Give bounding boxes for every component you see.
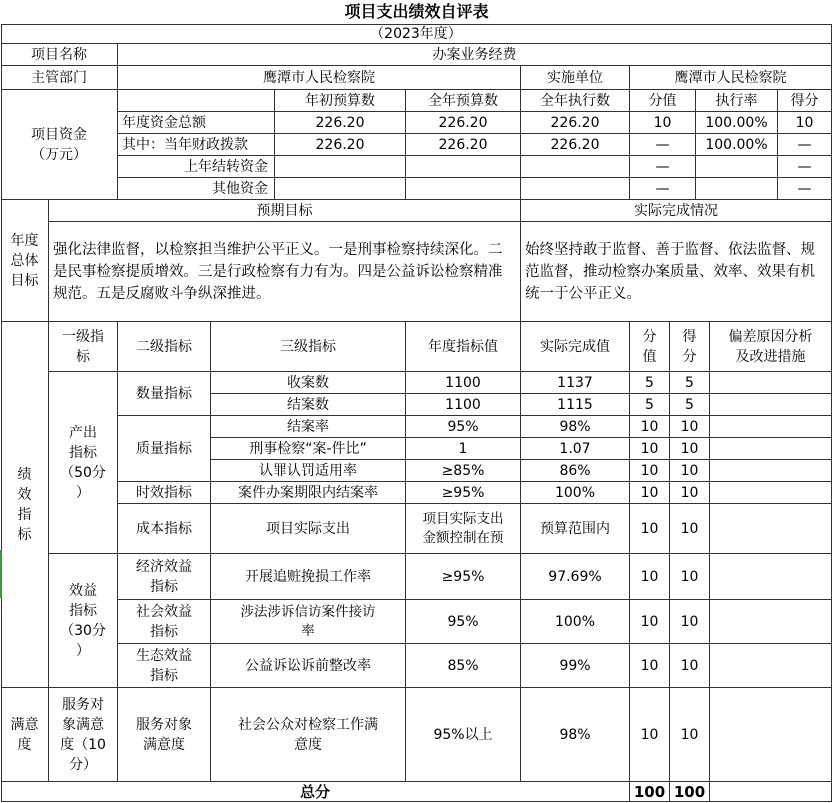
funds-cell: — bbox=[630, 134, 696, 156]
impl-unit-value: 鹰潭市人民检察院 bbox=[630, 66, 832, 90]
funds-header: 得分 bbox=[778, 90, 832, 112]
indicator-score: 5 bbox=[630, 394, 670, 416]
funds-label: 项目资金 （万元） bbox=[1, 90, 118, 200]
indicator-actual: 100% bbox=[521, 482, 630, 504]
indicator-actual: 99% bbox=[521, 644, 630, 688]
funds-cell: 100.00% bbox=[696, 134, 778, 156]
level2-quantity: 数量指标 bbox=[118, 372, 211, 416]
funds-header: 全年执行数 bbox=[521, 90, 630, 112]
indicator-note bbox=[710, 416, 832, 438]
indicator-got: 10 bbox=[670, 460, 710, 482]
indicator-name: 公益诉讼诉前整改率 bbox=[211, 644, 406, 688]
indicator-note bbox=[710, 482, 832, 504]
ind-header: 偏差原因分析 及改进措施 bbox=[710, 322, 832, 372]
ind-header: 得 分 bbox=[670, 322, 710, 372]
table-title: 项目支出绩效自评表 bbox=[344, 2, 489, 21]
indicator-score: 10 bbox=[630, 416, 670, 438]
funds-cell bbox=[275, 156, 406, 178]
funds-row-label: 其中：当年财政拨款 bbox=[118, 134, 275, 156]
level2-economic: 经济效益 指标 bbox=[118, 554, 211, 600]
indicator-actual: 100% bbox=[521, 600, 630, 644]
indicator-target: 95% bbox=[406, 416, 521, 438]
indicator-actual: 98% bbox=[521, 416, 630, 438]
funds-row-label: 其他资金 bbox=[118, 178, 275, 200]
satisfaction-label: 满意 度 bbox=[1, 688, 49, 782]
total-got: 100 bbox=[670, 782, 710, 802]
satisfaction-level2: 服务对象 满意度 bbox=[118, 688, 211, 782]
indicator-name: 结案数 bbox=[211, 394, 406, 416]
funds-header: 全年预算数 bbox=[406, 90, 521, 112]
funds-cell bbox=[406, 178, 521, 200]
funds-header: 年初预算数 bbox=[275, 90, 406, 112]
indicator-score: 10 bbox=[630, 438, 670, 460]
ind-header: 分 值 bbox=[630, 322, 670, 372]
funds-cell: 100.00% bbox=[696, 112, 778, 134]
indicator-got: 10 bbox=[670, 438, 710, 460]
indicator-got: 10 bbox=[670, 416, 710, 438]
funds-cell bbox=[521, 156, 630, 178]
funds-cell: 10 bbox=[630, 112, 696, 134]
satisfaction-score: 10 bbox=[630, 688, 670, 782]
indicator-name: 结案率 bbox=[211, 416, 406, 438]
level1-benefit: 效益 指标 （30分 ） bbox=[49, 554, 118, 688]
indicator-target: 1100 bbox=[406, 394, 521, 416]
indicator-note bbox=[710, 644, 832, 688]
satisfaction-name: 社会公众对检察工作满 意度 bbox=[211, 688, 406, 782]
funds-cell: — bbox=[630, 156, 696, 178]
funds-cell bbox=[406, 156, 521, 178]
indicator-got: 10 bbox=[670, 482, 710, 504]
funds-header: 分值 bbox=[630, 90, 696, 112]
funds-cell: 226.20 bbox=[521, 134, 630, 156]
indicator-name: 项目实际支出 bbox=[211, 504, 406, 554]
satisfaction-note bbox=[710, 688, 832, 782]
indicator-actual: 1115 bbox=[521, 394, 630, 416]
funds-cell: 226.20 bbox=[275, 112, 406, 134]
indicator-got: 10 bbox=[670, 554, 710, 600]
ind-header: 实际完成值 bbox=[521, 322, 630, 372]
indicator-score: 10 bbox=[630, 482, 670, 504]
indicator-got: 10 bbox=[670, 644, 710, 688]
goals-actual-header: 实际完成情况 bbox=[521, 200, 832, 222]
indicator-note bbox=[710, 554, 832, 600]
dept-label: 主管部门 bbox=[1, 66, 118, 90]
goals-actual-text: 始终坚持敢于监督、善于监督、依法监督、规范监督，推动检察办案质量、效率、效果有机统一于公平正义。 bbox=[521, 222, 832, 322]
indicator-note bbox=[710, 600, 832, 644]
indicator-got: 10 bbox=[670, 504, 710, 554]
indicator-name: 案件办案期限内结案率 bbox=[211, 482, 406, 504]
satisfaction-target: 95%以上 bbox=[406, 688, 521, 782]
indicator-score: 10 bbox=[630, 554, 670, 600]
funds-cell: — bbox=[778, 178, 832, 200]
indicator-name: 开展追赃挽损工作率 bbox=[211, 554, 406, 600]
funds-cell: 226.20 bbox=[275, 134, 406, 156]
total-note bbox=[710, 782, 832, 802]
funds-header-blank bbox=[118, 90, 275, 112]
total-score: 100 bbox=[630, 782, 670, 802]
project-name-label: 项目名称 bbox=[1, 44, 118, 66]
indicator-target: ≥95% bbox=[406, 482, 521, 504]
level2-social: 社会效益 指标 bbox=[118, 600, 211, 644]
funds-cell: 226.20 bbox=[521, 112, 630, 134]
indicator-actual: 预算范围内 bbox=[521, 504, 630, 554]
indicator-name: 收案数 bbox=[211, 372, 406, 394]
satisfaction-level1: 服务对 象满意 度（10 分） bbox=[49, 688, 118, 782]
goals-label: 年度 总体 目标 bbox=[1, 200, 49, 322]
indicator-actual: 97.69% bbox=[521, 554, 630, 600]
indicator-target: 1 bbox=[406, 438, 521, 460]
impl-unit-label: 实施单位 bbox=[521, 66, 630, 90]
level1-output: 产出 指标 （50分 ） bbox=[49, 372, 118, 554]
level2-quality: 质量指标 bbox=[118, 416, 211, 482]
year-label: （2023年度） bbox=[1, 24, 832, 44]
funds-cell: — bbox=[630, 178, 696, 200]
indicator-score: 10 bbox=[630, 460, 670, 482]
funds-cell: — bbox=[778, 134, 832, 156]
indicator-target: ≥95% bbox=[406, 554, 521, 600]
indicator-target: 项目实际支出 金额控制在预 bbox=[406, 504, 521, 554]
funds-cell bbox=[696, 156, 778, 178]
funds-cell: 10 bbox=[778, 112, 832, 134]
indicator-actual: 1.07 bbox=[521, 438, 630, 460]
indicator-got: 5 bbox=[670, 394, 710, 416]
goals-expected-text: 强化法律监督，以检察担当维护公平正义。一是刑事检察持续深化。二是民事检察提质增效。三是行政检察有力有为。四是公益诉讼检察精准规范。五是反腐败斗争纵深推进。 bbox=[49, 222, 521, 322]
level2-cost: 成本指标 bbox=[118, 504, 211, 554]
goals-expected-header: 预期目标 bbox=[49, 200, 521, 222]
indicator-score: 5 bbox=[630, 372, 670, 394]
dept-value: 鹰潭市人民检察院 bbox=[118, 66, 521, 90]
indicator-name: 涉法涉诉信访案件接访 率 bbox=[211, 600, 406, 644]
satisfaction-got: 10 bbox=[670, 688, 710, 782]
indicator-name: 刑事检察“案-件比” bbox=[211, 438, 406, 460]
funds-cell bbox=[521, 178, 630, 200]
indicator-got: 5 bbox=[670, 372, 710, 394]
ind-header: 一级指 标 bbox=[49, 322, 118, 372]
indicators-label: 绩 效 指 标 bbox=[1, 322, 49, 688]
level2-timeliness: 时效指标 bbox=[118, 482, 211, 504]
indicator-note bbox=[710, 438, 832, 460]
indicator-note bbox=[710, 460, 832, 482]
satisfaction-actual: 98% bbox=[521, 688, 630, 782]
indicator-actual: 1137 bbox=[521, 372, 630, 394]
project-name-value: 办案业务经费 bbox=[118, 44, 832, 66]
indicator-target: 1100 bbox=[406, 372, 521, 394]
indicator-got: 10 bbox=[670, 600, 710, 644]
indicator-actual: 86% bbox=[521, 460, 630, 482]
level2-ecology: 生态效益 指标 bbox=[118, 644, 211, 688]
funds-cell: — bbox=[778, 156, 832, 178]
indicator-target: 95% bbox=[406, 600, 521, 644]
funds-cell: 226.20 bbox=[406, 112, 521, 134]
indicator-target: ≥85% bbox=[406, 460, 521, 482]
funds-cell: 226.20 bbox=[406, 134, 521, 156]
indicator-score: 10 bbox=[630, 600, 670, 644]
indicator-note bbox=[710, 394, 832, 416]
indicator-note bbox=[710, 504, 832, 554]
indicator-target: 85% bbox=[406, 644, 521, 688]
indicator-note bbox=[710, 372, 832, 394]
funds-header: 执行率 bbox=[696, 90, 778, 112]
ind-header: 二级指标 bbox=[118, 322, 211, 372]
funds-row-label: 上年结转资金 bbox=[118, 156, 275, 178]
funds-cell bbox=[275, 178, 406, 200]
indicator-score: 10 bbox=[630, 504, 670, 554]
ind-header: 三级指标 bbox=[211, 322, 406, 372]
indicator-score: 10 bbox=[630, 644, 670, 688]
total-label: 总分 bbox=[1, 782, 630, 802]
funds-row-label: 年度资金总额 bbox=[118, 112, 275, 134]
funds-cell bbox=[696, 178, 778, 200]
ind-header: 年度指标值 bbox=[406, 322, 521, 372]
indicator-name: 认罪认罚适用率 bbox=[211, 460, 406, 482]
